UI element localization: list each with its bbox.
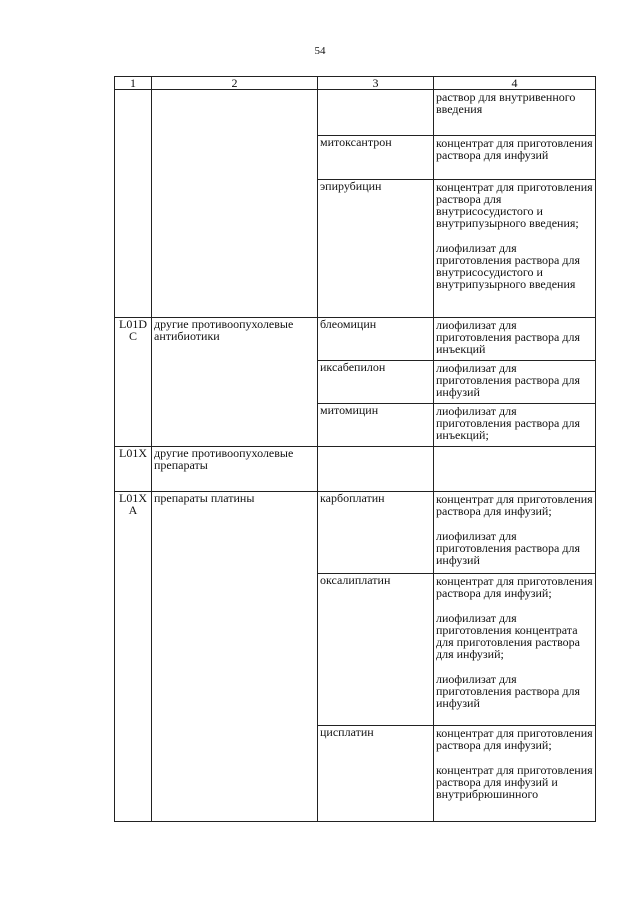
atc-code-cell: L01D C xyxy=(115,318,152,447)
dosage-form-cell xyxy=(434,726,596,822)
dosage-form-cell xyxy=(434,136,596,180)
column-header: 4 xyxy=(434,77,596,90)
dosage-form: раствор для внутривенного введения xyxy=(436,90,576,116)
dosage-form: концентрат для приготовления раствора для инфузий; xyxy=(436,574,593,600)
dosage-form-cell xyxy=(434,404,596,447)
dosage-form: лиофилизат для приготовления раствора для инфузий xyxy=(436,529,580,567)
dosage-form: лиофилизат для приготовления раствора для инфузий xyxy=(436,672,580,710)
column-header: 1 xyxy=(115,77,152,90)
group-name-cell: другие противоопухолевые препараты xyxy=(152,447,318,492)
drug-name-cell: оксалиплатин xyxy=(318,574,434,726)
table-row xyxy=(115,447,596,492)
dosage-form: лиофилизат для приготовления раствора для инъекций xyxy=(436,318,580,356)
dosage-form: лиофилизат для приготовления раствора для инъекций; xyxy=(436,404,580,442)
group-name-cell: препараты платины xyxy=(152,492,318,822)
dosage-form: концентрат для приготовления раствора для внутрисосудистого и внутрипузырного введения; xyxy=(436,180,593,230)
atc-code-cell: L01X A xyxy=(115,492,152,822)
dosage-form: концентрат для приготовления раствора для инфузий; xyxy=(436,726,593,752)
drug-name-cell xyxy=(318,447,434,492)
dosage-form: лиофилизат для приготовления концентрата для приготовления раствора для инфузий; xyxy=(436,611,580,661)
dosage-form-cell xyxy=(434,90,596,136)
drug-name-cell: митоксантрон xyxy=(318,136,434,180)
column-header: 2 xyxy=(152,77,318,90)
atc-code-cell xyxy=(115,90,152,318)
dosage-form-cell xyxy=(434,447,596,492)
drug-name-cell: эпирубицин xyxy=(318,180,434,318)
table-row xyxy=(115,90,596,136)
drug-name-cell: карбоплатин xyxy=(318,492,434,574)
dosage-form: лиофилизат для приготовления раствора для внутрисосудистого и внутрипузырного введения xyxy=(436,241,580,291)
drug-name-cell: блеомицин xyxy=(318,318,434,361)
table-header-row xyxy=(115,77,596,90)
group-name-cell xyxy=(152,90,318,318)
dosage-form-cell xyxy=(434,180,596,318)
dosage-form-cell xyxy=(434,492,596,574)
column-header: 3 xyxy=(318,77,434,90)
drug-name-cell: митомицин xyxy=(318,404,434,447)
dosage-form: концентрат для приготовления раствора для инфузий xyxy=(436,136,593,162)
dosage-form: концентрат для приготовления раствора для инфузий; xyxy=(436,492,593,518)
group-name-cell: другие противоопухолевые антибиотики xyxy=(152,318,318,447)
drug-name-cell: цисплатин xyxy=(318,726,434,822)
dosage-form-cell xyxy=(434,574,596,726)
dosage-form-cell xyxy=(434,361,596,404)
drug-name-cell xyxy=(318,90,434,136)
table-row xyxy=(115,318,596,361)
atc-code-cell: L01X xyxy=(115,447,152,492)
drug-table xyxy=(114,76,596,822)
drug-name-cell: иксабепилон xyxy=(318,361,434,404)
dosage-form: концентрат для приготовления раствора для инфузий и внутрибрюшинного xyxy=(436,763,593,801)
dosage-form-cell xyxy=(434,318,596,361)
page-number: 54 xyxy=(314,45,326,57)
table-row xyxy=(115,492,596,574)
dosage-form: лиофилизат для приготовления раствора для инфузий xyxy=(436,361,580,399)
